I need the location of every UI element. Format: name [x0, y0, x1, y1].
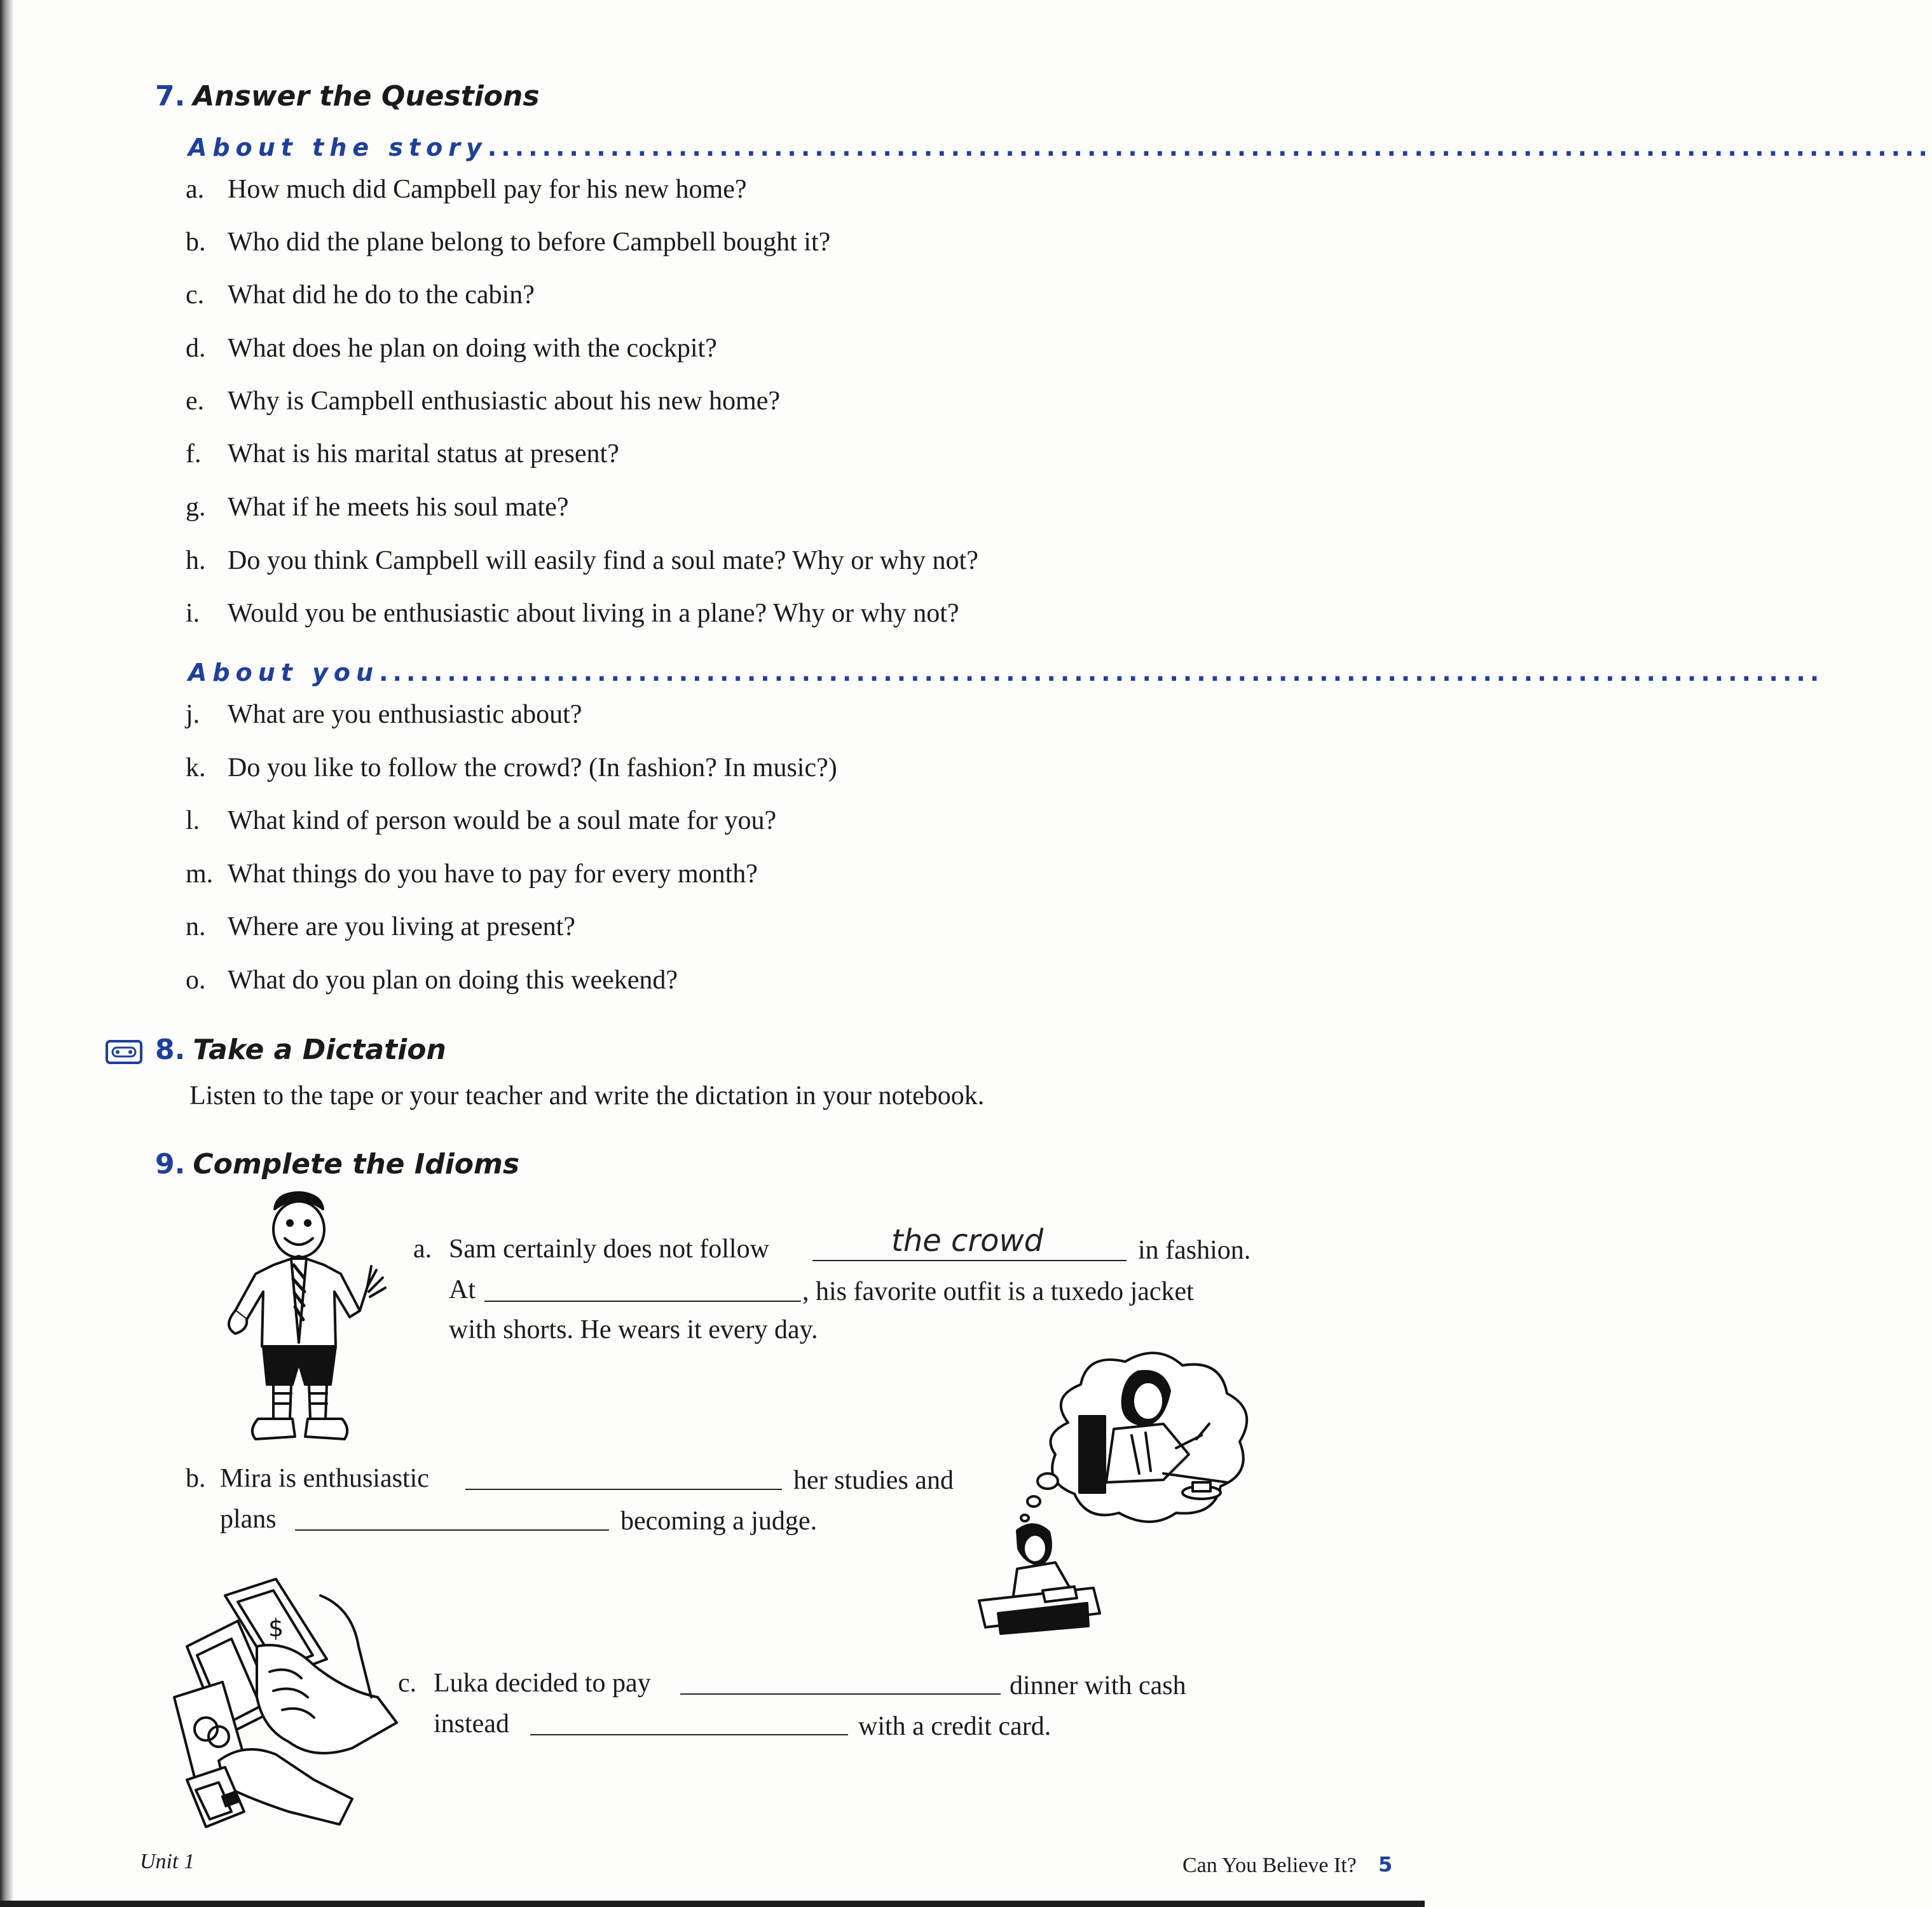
- idiom-b-blank-2[interactable]: [295, 1529, 609, 1531]
- about-you-heading: About you..........................................................................................................: [188, 659, 1824, 687]
- svg-text:$: $: [268, 1614, 284, 1642]
- section-9-number: 9.: [155, 1148, 186, 1180]
- question-i: i. Would you be enthusiastic about living in a plane? Why or why not?: [186, 599, 959, 628]
- boy-in-tuxedo-illustration: [210, 1190, 394, 1451]
- question-e: e. Why is Campbell enthusiastic about his new home?: [186, 386, 780, 416]
- question-g: g. What if he meets his soul mate?: [186, 493, 569, 522]
- idiom-a-handwritten-answer: the crowd: [891, 1223, 1044, 1259]
- idiom-b-letter: b.: [186, 1464, 206, 1493]
- footer-unit: Unit 1: [140, 1850, 195, 1873]
- page-edge-shadow: [0, 0, 14, 1907]
- section-9-title-text: Complete the Idioms: [193, 1148, 520, 1180]
- idiom-b-text-2: her studies and: [793, 1466, 954, 1495]
- section-9-title: [155, 1148, 519, 1180]
- question-k: k. Do you like to follow the crowd? (In fashion? In music?): [186, 753, 837, 783]
- idiom-c-text-3: instead: [434, 1709, 509, 1739]
- cassette-tape-icon: [106, 1040, 142, 1064]
- question-h: h. Do you think Campbell will easily find a soul mate? Why or why not?: [186, 546, 978, 575]
- idiom-a-text-4: , his favorite outfit is a tuxedo jacket: [802, 1277, 1194, 1306]
- footer-page-number: 5: [1378, 1852, 1393, 1876]
- question-a: a. How much did Campbell pay for his new home?: [186, 175, 747, 204]
- question-b: b. Who did the plane belong to before Campbell bought it?: [186, 228, 831, 257]
- about-the-story-heading: About the story..........................................................................................................: [188, 133, 1932, 161]
- idiom-c-blank-2[interactable]: [530, 1734, 848, 1735]
- idiom-a-text-2: in fashion.: [1138, 1236, 1251, 1265]
- footer-book-title: Can You Believe It?: [1182, 1854, 1357, 1877]
- section-7-number: 7.: [155, 80, 186, 113]
- section-8-title-text: Take a Dictation: [193, 1034, 446, 1066]
- idiom-a-blank-1[interactable]: [812, 1260, 1127, 1261]
- idiom-c-text-4: with a credit card.: [858, 1712, 1052, 1741]
- idiom-c-blank-1[interactable]: [680, 1693, 1001, 1695]
- section-7-title: [155, 80, 540, 113]
- page-bottom-edge: [0, 1901, 1425, 1907]
- hands-paying-cash-illustration: [161, 1570, 403, 1837]
- question-l: l. What kind of person would be a soul mate for you?: [186, 806, 777, 835]
- idiom-b-blank-1[interactable]: [465, 1489, 782, 1490]
- idiom-c-letter: c.: [398, 1669, 417, 1698]
- question-d: d. What does he plan on doing with the cockpit?: [186, 334, 717, 363]
- idiom-b-text-3: plans: [220, 1505, 277, 1534]
- girl-dreaming-judge-illustration: [973, 1346, 1259, 1639]
- question-m: m. What things do you have to pay for every month?: [186, 859, 758, 889]
- idiom-b-text-1: Mira is enthusiastic: [220, 1464, 429, 1493]
- section-8-title: [155, 1034, 446, 1066]
- idiom-a-text-5: with shorts. He wears it every day.: [449, 1315, 818, 1344]
- idiom-a-text-3: At: [449, 1275, 476, 1304]
- section-7-title-text: Answer the Questions: [193, 80, 540, 113]
- question-n: n. Where are you living at present?: [186, 912, 575, 941]
- idiom-a-letter: a.: [413, 1234, 432, 1264]
- idiom-a-text-1: Sam certainly does not follow: [449, 1234, 769, 1264]
- question-f: f. What is his marital status at present?: [186, 439, 619, 468]
- idiom-c-text-2: dinner with cash: [1010, 1671, 1186, 1700]
- question-c: c. What did he do to the cabin?: [186, 280, 535, 310]
- idiom-a-blank-2[interactable]: [484, 1301, 801, 1302]
- question-j: j. What are you enthusiastic about?: [186, 700, 582, 729]
- dictation-instruction: Listen to the tape or your teacher and write the dictation in your notebook.: [189, 1081, 985, 1111]
- question-o: o. What do you plan on doing this weekend?: [186, 966, 678, 995]
- section-8-number: 8.: [155, 1034, 186, 1066]
- idiom-c-text-1: Luka decided to pay: [434, 1669, 651, 1698]
- idiom-b-text-4: becoming a judge.: [620, 1507, 818, 1536]
